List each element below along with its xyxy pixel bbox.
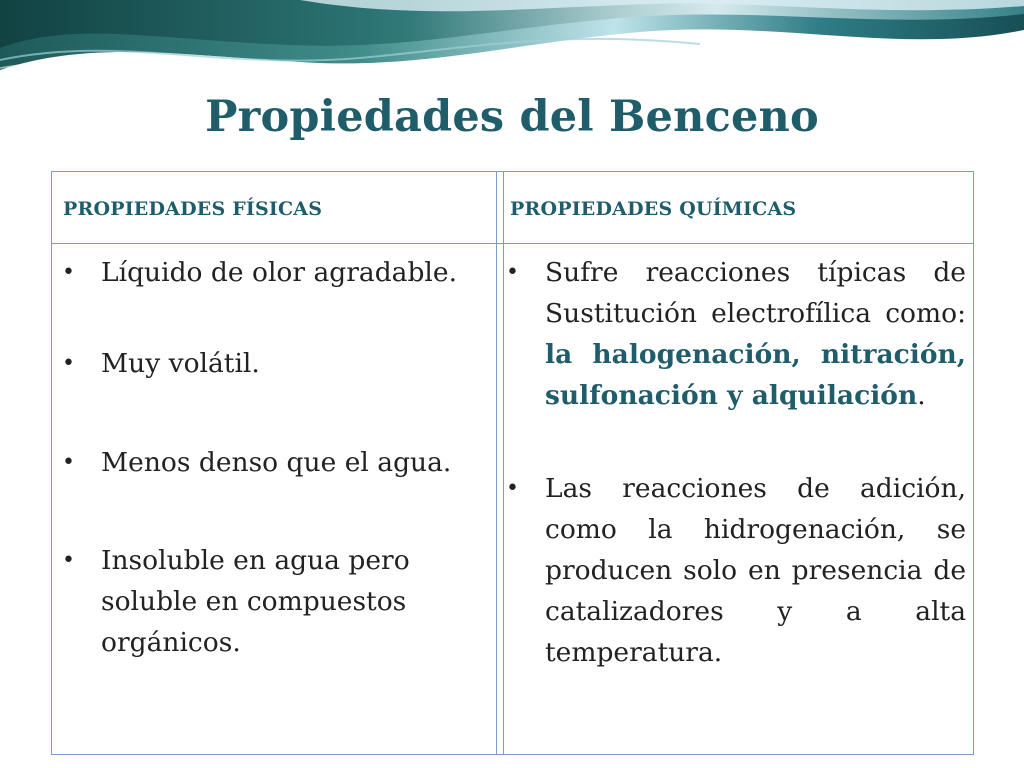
physical-properties-column [60, 246, 496, 663]
bullet-icon: • [62, 450, 75, 475]
bullet-icon: • [62, 351, 75, 376]
column-divider [496, 172, 497, 754]
list-item [60, 540, 496, 663]
list-item [60, 442, 496, 483]
chemical-property-text: Las reacciones de adición, como la hidrogenación, se producen solo en presencia de catalizadores y a alta temperatura. [545, 473, 966, 668]
list-item [504, 468, 966, 673]
physical-properties-header: PROPIEDADES FÍSICAS [63, 198, 323, 220]
list-item [504, 252, 966, 416]
bullet-icon: • [506, 476, 519, 501]
bullet-icon: • [62, 260, 75, 285]
list-item [60, 252, 496, 293]
table-header-row [52, 172, 973, 244]
slide-title: Propiedades del Benceno [205, 92, 819, 142]
chemical-properties-header: PROPIEDADES QUÍMICAS [510, 198, 797, 220]
physical-property-text: Menos denso que el agua. [101, 447, 452, 478]
chemical-properties-column [504, 246, 966, 673]
wave-banner-decoration [0, 0, 1024, 85]
physical-property-text: Insoluble en agua pero soluble en compuestos orgánicos. [101, 545, 410, 658]
chemical-property-text: Sufre reacciones típicas de Sustitución electrofílica como: [545, 257, 966, 329]
bullet-icon: • [506, 260, 519, 285]
reaction-types-highlight: la halogenación, nitración, sulfonación y alquilación [545, 339, 966, 411]
physical-property-text: Muy volátil. [101, 348, 260, 379]
properties-table [51, 171, 974, 755]
chemical-property-suffix: . [917, 380, 926, 411]
bullet-icon: • [62, 548, 75, 573]
physical-property-text: Líquido de olor agradable. [101, 257, 458, 288]
list-item [60, 343, 496, 384]
